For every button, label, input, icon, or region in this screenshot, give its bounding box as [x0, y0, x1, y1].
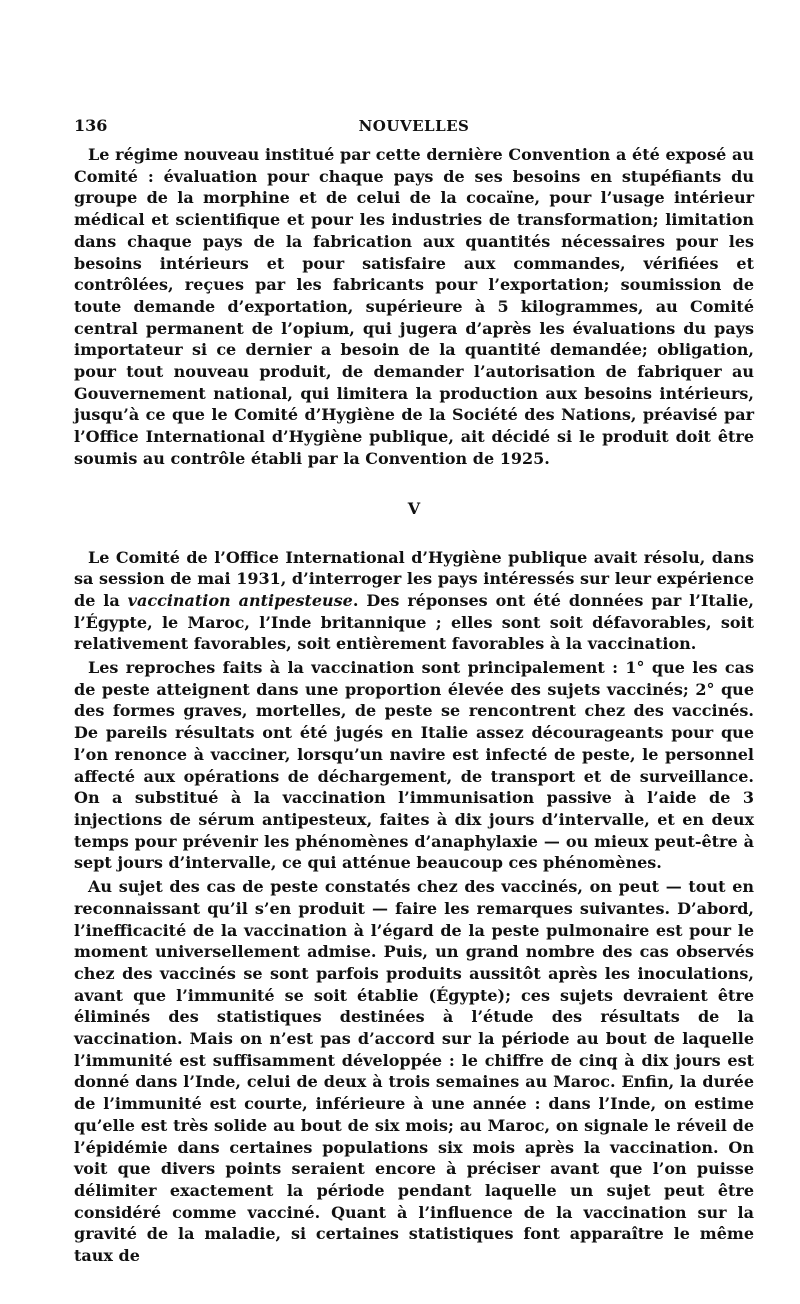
- page-header: [74, 112, 754, 144]
- page-number: 136: [74, 116, 108, 135]
- paragraph-vaccinated-cases: Au sujet des cas de peste constatés chez des vaccinés, on peut — tout en reconnaissant qu’il s’en produit — faire les remarques suivantes. D’abord, l’inefficacité de la vaccination à l’égard de la peste pulmonaire est pour le moment universellement admise. Puis, un grand nombre des cas observés chez des vaccinés se sont parfois produits aussitôt après les inoculations, avant que l’immunité se soit établie (Égypte); ces sujets devraient être éliminés des statistiques destinées à l’étude des résultats de la vaccination. Mais on n’est pas d’accord sur la période au bout de laquelle l’immunité est suffisamment développée : le chiffre de cinq à dix jours est donné dans l’Inde, celui de deux à trois semaines au Maroc. Enfin, la durée de l’immunité est courte, inférieure à une année : dans l’Inde, on estime qu’elle est très solide au bout de six mois; au Maroc, on signale le réveil de l’épidémie dans certaines populations six mois après la vaccination. On voit que divers points seraient encore à préciser avant que l’on puisse délimiter exactement la période pendant laquelle un sujet peut être considéré comme vacciné. Quant à l’influence de la vaccination sur la gravité de la maladie, si certaines statistiques font apparaître le même taux de: [74, 877, 754, 1266]
- paragraph-vaccination-criticisms: Les reproches faits à la vaccination sont principalement : 1° que les cas de peste atteignent dans une proportion élevée des sujets vaccinés; 2° que des formes graves, mortelles, de peste se rencontrent chez des vaccinés. De pareils résultats ont été jugés en Italie assez décourageants pour que l’on renonce à vacciner, lorsqu’un navire est infecté de peste, le personnel affecté aux opérations de déchargement, de transport et de surveillance. On a substitué à la vaccination l’immunisation passive à l’aide de 3 injections de sérum antipesteux, faites à dix jours d’intervalle, et en deux temps pour prévenir les phénomènes d’anaphylaxie — ou mieux peut-être à sept jours d’intervalle, ce qui atténue beaucoup ces phénomènes.: [74, 658, 754, 873]
- section-heading: V: [407, 498, 421, 518]
- paragraph-text-start: Le Comité de l’Office International d’Hygiène publique avait résolu, dans sa session de mai 1931, d’interroger les pays intéressés sur leur expérience de la: [74, 547, 754, 610]
- paragraph-convention-regime: Le régime nouveau institué par cette dernière Convention a été exposé au Comité : évaluation pour chaque pays de ses besoins en stupéfiants du groupe de la morphine et de celui de la cocaïne, pour l’usage intérieur médical et scientifique et pour les industries de transformation; limitation dans chaque pays de la fabrication aux quantités nécessaires pour les besoins intérieurs et pour satisfaire aux commandes, vérifiées et contrôlées, reçues par les fabricants pour l’exportation; soumission de toute demande d’exportation, supérieure à 5 kilogrammes, au Comité central permanent de l’opium, qui jugera d’après les évaluations du pays importateur si ce dernier a besoin de la quantité demandée; obligation, pour tout nouveau produit, de demander l’autorisation de fabriquer au Gouvernement national, qui limitera la production aux besoins intérieurs, jusqu’à ce que le Comité d’Hygiène de la Société des Nations, préavisé par l’Office International d’Hygiène publique, ait décidé si le produit doit être soumis au contrôle établi par la Convention de 1925.: [74, 145, 754, 468]
- running-head: NOUVELLES: [358, 117, 470, 135]
- document-page: [74, 112, 754, 1267]
- paragraph-vaccination-survey: [74, 547, 754, 656]
- italic-term: vaccination antipesteuse: [127, 590, 353, 610]
- paragraph-text-end: . Des réponses ont été données par l’Italie, l’Égypte, le Maroc, l’Inde britannique ; elles sont soit défavorables, soit relativement favorables, soit entièrement favorables à la vaccination.: [74, 590, 754, 654]
